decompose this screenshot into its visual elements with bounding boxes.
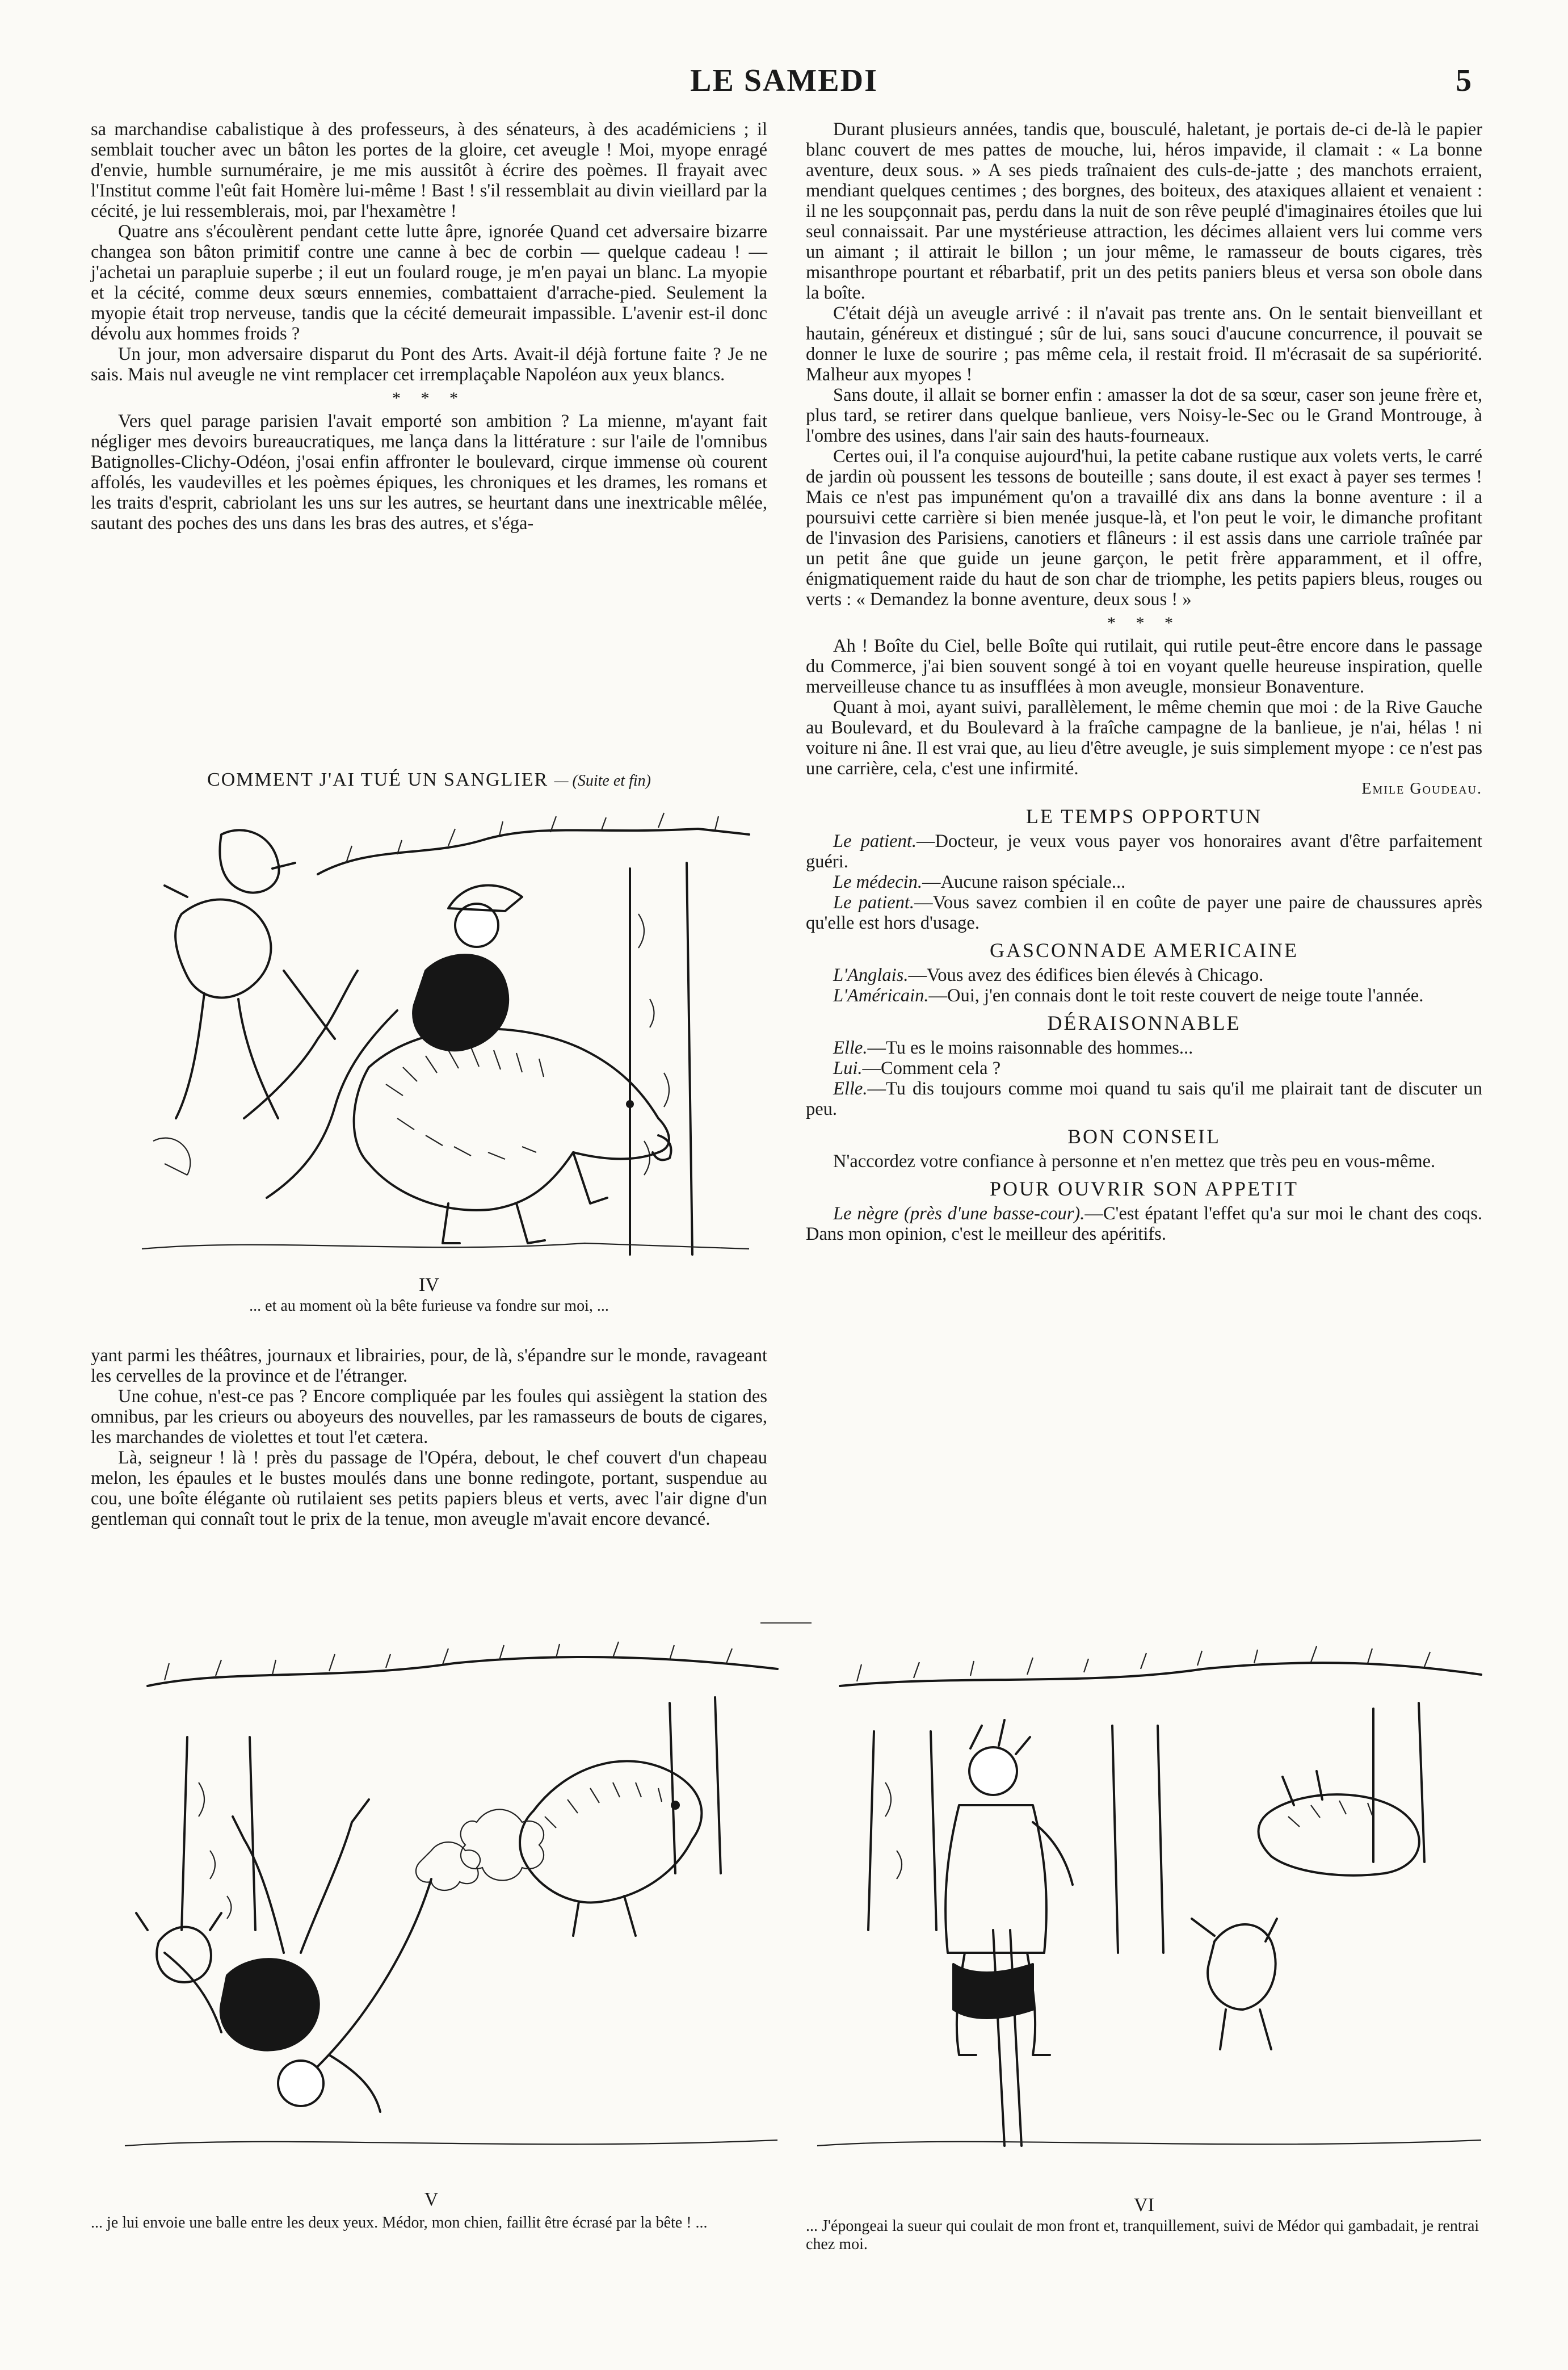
boar-shot-illustration: [113, 1635, 783, 2180]
speaker: L'Anglais.: [833, 965, 909, 985]
left-paragraph-7: Là, seigneur ! là ! près du passage de l'Opéra, debout, le chef couvert d'un chapeau melon, les épaules et le bustes moulés dans une bonne redingote, portant, suspendue au cou, une boîte élégante où rutilaient ses petits papiers bleus et verts, avec l'air digne d'un gentleman qui connaît tout le prix de la tenue, mon aveugle m'avait encore devancé.: [91, 1448, 767, 1529]
figure-title-suffix: — (Suite et fin): [554, 772, 651, 790]
speaker: Le médecin.: [833, 872, 923, 892]
dialogue-line: —Vous avez des édifices bien élevés à Chicago.: [908, 965, 1264, 985]
left-paragraph-5: yant parmi les théâtres, journaux et librairies, pour, de là, s'épandre sur le monde, ravageant les cervelles de la province et de l'étranger.: [91, 1345, 767, 1386]
dialogue-line: —Tu dis toujours comme moi quand tu sais qu'il me plairait tant de discuter un peu.: [806, 1079, 1482, 1119]
dialogue-line: —Vous savez combien il en coûte de payer une paire de chaussures après qu'elle est hors d'usage.: [806, 892, 1482, 933]
dialogue-line: N'accordez votre confiance à personne et n'en mettez que très peu en vous-même.: [833, 1151, 1436, 1172]
right-paragraph-4: Certes oui, il l'a conquise aujourd'hui, la petite cabane rustique aux volets verts, le carré de jardin où poussent les tessons de bouteille ; sans doute, il est exact à payer ses termes ! Mais ce n'est pas impunément qu'on a travaillé dix ans dans la bonne aventure : il a poursuivi cette carrière si bien menée jusque-là, et l'on peut le voir, le dimanche profitant de l'invasion des Parisiens, canotiers et flâneurs : il est assis dans une carriole traînée par un petit âne que guide un jeune garçon, le petit frère apparamment, et il offre, énigmatiquement raide du haut de son char de triomphe, les petits papiers bleus, rouges ou verts : « Demandez la bonne aventure, deux sous ! »: [806, 446, 1482, 610]
figure-vi-caption: ... J'épongeai la sueur qui coulait de mon front et, tranquillement, suivi de Médor qui gambadait, je rentrai chez moi.: [806, 2217, 1479, 2253]
section-title-bon-conseil: BON CONSEIL: [1067, 1125, 1221, 1148]
right-column: [806, 119, 1482, 1244]
section-title-temps-opportun: LE TEMPS OPPORTUN: [1025, 805, 1263, 828]
right-paragraph-5: Ah ! Boîte du Ciel, belle Boîte qui rutilait, qui rutile peut-être encore dans le passage du Commerce, j'ai bien souvent songé à toi en voyant quelle heureuse inspiration, quelle merveilleuse chance tu as insufflées à mon aveugle, monsieur Bonaventure.: [806, 636, 1482, 697]
figure-v-caption: ... je lui envoie une balle entre les deux yeux. Médor, mon chien, faillit être écrasé par la bête ! ...: [91, 2214, 708, 2231]
dialogue-line: —Docteur, je veux vous payer vos honoraires avant d'être parfaitement guéri.: [806, 831, 1483, 872]
speaker: Elle.: [833, 1079, 868, 1099]
figure-iv-caption: ... et au moment où la bête furieuse va fondre sur moi, ...: [249, 1297, 609, 1315]
page-header-title: LE SAMEDI: [690, 63, 878, 98]
right-paragraph-3: Sans doute, il allait se borner enfin : amasser la dot de sa sœur, caser son jeune frère et, plus tard, se retirer dans quelque banlieue, vers Noisy-le-Sec ou le Grand Montrouge, à l'ombre des usines, dans l'air sain des hauts-fourneaux.: [806, 385, 1482, 446]
figure-v-numeral: V: [424, 2189, 439, 2210]
dialogue-line: —C'est épatant l'effet qu'a sur moi le chant des coqs. Dans mon opinion, c'est le meilleur des apéritifs.: [806, 1203, 1482, 1244]
left-paragraph-4: Vers quel parage parisien l'avait emporté son ambition ? La mienne, m'ayant fait négliger mes devoirs bureaucratiques, me lança dans la littérature : sur l'aile de l'omnibus Batignolles-Clichy-Odéon, j'osai enfin affronter le boulevard, cirque immense où courent affolés, les vaudevilles et les poèmes épiques, les chroniques et les drames, les romans et les traits d'esprit, cabriolant les uns sur les autres, se heurtant dans une inextricable mêlée, sautant des poches des uns dans les bras des autres, et s'éga-: [91, 411, 767, 534]
figure-vi-numeral: VI: [1134, 2195, 1154, 2216]
speaker: Lui.: [833, 1058, 863, 1079]
left-paragraph-1: sa marchandise cabalistique à des professeurs, à des sénateurs, à des académiciens ; il semblait toucher avec un bâton les portes de la gloire, cet aveugle ! Moi, myope enragé d'envie, humble surnuméraire, je me mis aussitôt à écrire des poèmes. Il frayait avec l'Institut comme l'eût fait Homère lui-même ! Bast ! s'il ressemblait au divin vieillard par la cécité, je lui ressemblerais, moi, par l'hexamètre !: [91, 119, 767, 221]
section-title-appetit: POUR OUVRIR SON APPETIT: [989, 1177, 1299, 1200]
left-column-top: [91, 119, 767, 534]
left-paragraph-6: Une cohue, n'est-ce pas ? Encore compliquée par les foules qui assiègent la station des omnibus, par les crieurs ou aboyeurs des nouvelles, par les ramasseurs de bouts de cigares, les marchandes de violettes et tout l'et cætera.: [91, 1386, 767, 1448]
left-paragraph-2: Quatre ans s'écoulèrent pendant cette lutte âpre, ignorée Quand cet adversaire bizarre changea son bâton primitif contre une canne à bec de corbin — quelque cadeau ! — j'achetai un parapluie superbe ; il eut un foulard rouge, je m'en payai un blanc. La myopie et la cécité, comme deux sœurs ennemies, combattaient d'arrache-pied. Seulement la myopie était trop nerveuse, tandis que la cécité demeurait impassible. L'avenir est-il donc dévolu aux hommes froids ?: [91, 221, 767, 344]
speaker: Le nègre (près d'une basse-cour).: [833, 1203, 1085, 1224]
return-home-illustration: [806, 1635, 1487, 2180]
left-column-bottom: [91, 1345, 767, 1529]
section-stars-right: * * *: [1107, 614, 1181, 632]
page-number: 5: [1456, 63, 1472, 98]
speaker: Le patient.: [833, 831, 917, 851]
speaker: Le patient.: [833, 892, 915, 913]
speaker: L'Américain.: [833, 985, 929, 1006]
figure-title-text: COMMENT J'AI TUÉ UN SANGLIER: [207, 769, 549, 790]
right-paragraph-1: Durant plusieurs années, tandis que, bousculé, haletant, je portais de-ci de-là le papier blanc couvert de mes pattes de mouche, lui, héros impavide, il clamait : « La bonne aventure, deux sous. » A ses pieds traînaient des culs-de-jatte ; des manchots erraient, mendiant quelques centimes ; des borgnes, des boiteux, des ataxiques allaient et venaient : il ne les soupçonnait pas, perdu dans la nuit de son rêve peuplé d'imaginaires étoiles que lui seul connaissait. Par une mystérieuse attraction, les décimes allaient vers lui comme vers un aimant ; il attirait le billon ; un jour même, le ramasseur de bouts cigares, très misanthrope pourtant et rébarbatif, prit un des petits paniers bleus et versa son obole dans la boîte.: [806, 119, 1482, 303]
dialogue-line: —Comment cela ?: [862, 1058, 1001, 1079]
dialogue-line: —Tu es le moins raisonnable des hommes...: [867, 1038, 1193, 1058]
dialogue-line: —Oui, j'en connais dont le toit reste couvert de neige toute l'année.: [928, 985, 1424, 1006]
section-title-deraisonnable: DÉRAISONNABLE: [1047, 1012, 1241, 1034]
right-paragraph-6: Quant à moi, ayant suivi, parallèlement, le même chemin que moi : de la Rive Gauche au Boulevard, et du Boulevard à la fraîche campagne de la banlieue, je n'ai, hélas ! ni voiture ni âne. Il est vrai que, au lieu d'être aveugle, je suis simplement myope : ce n'est pas une carrière, cela, c'est une infirmité.: [806, 697, 1482, 779]
divider-rule: [760, 1622, 812, 1624]
left-paragraph-3: Un jour, mon adversaire disparut du Pont des Arts. Avait-il déjà fortune faite ? Je ne sais. Mais nul aveugle ne vint remplacer cet irremplaçable Napoléon aux yeux blancs.: [91, 344, 767, 385]
figure-iv-numeral: IV: [419, 1274, 439, 1295]
section-title-gasconnade: GASCONNADE AMERICAINE: [989, 939, 1298, 962]
right-paragraph-2: C'était déjà un aveugle arrivé : il n'avait pas trente ans. On le sentait bienveillant et hautain, généreux et distingué ; sûr de lui, sans souci d'aucune concurrence, il pouvait se donner le luxe de sourire ; pas même cela, il restait froid. Il m'écrasait de sa supériorité. Malheur aux myopes !: [806, 303, 1482, 385]
speaker: Elle.: [833, 1038, 868, 1058]
dialogue-line: —Aucune raison spéciale...: [922, 872, 1126, 892]
author-signature: Emile Goudeau.: [1361, 780, 1482, 798]
section-stars: * * *: [392, 389, 466, 408]
figure-iv-title: [91, 769, 767, 791]
boar-ride-illustration: [131, 800, 755, 1266]
